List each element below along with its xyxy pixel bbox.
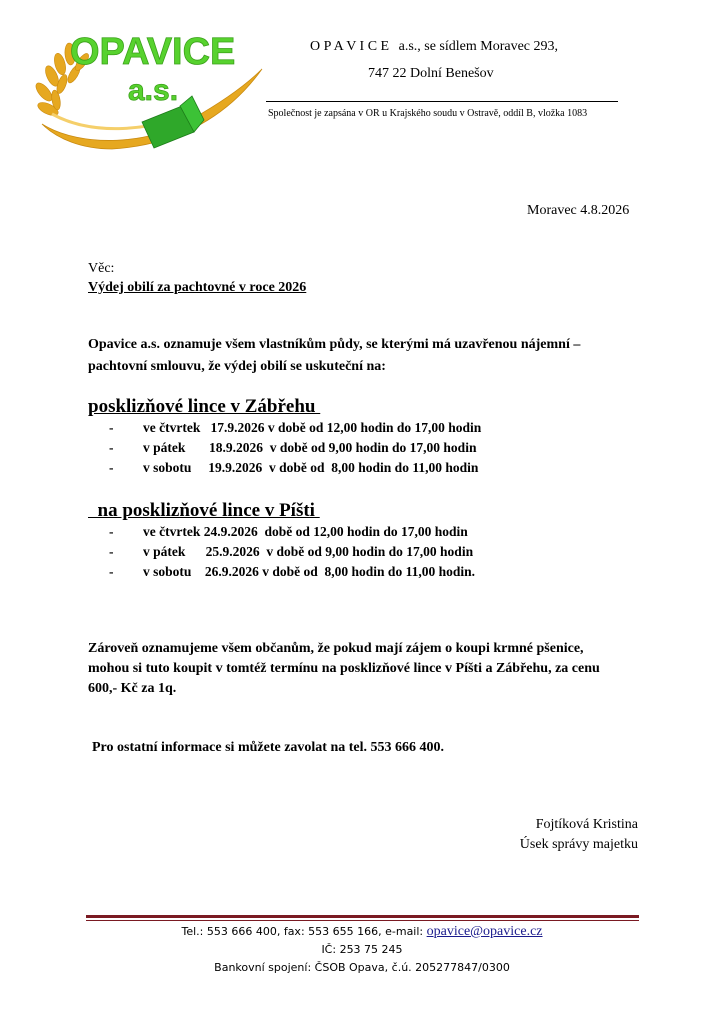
footer-contacts [0, 924, 724, 940]
notice-line2: mohou si tuto koupit v tomtéž termínu na posklizňové lince v Píšti a Zábřehu, za cenu [88, 661, 600, 676]
list-item-text: v pátek 18.9.2026 v době od 9,00 hodin do 17,00 hodin [143, 440, 477, 455]
section-title-piste: na posklizňové lince v Píšti [88, 500, 320, 521]
subject-title: Výdej obilí za pachtovné v roce 2026 [88, 280, 307, 295]
company-address: a.s., se sídlem Moravec 293, [398, 39, 559, 54]
list-item-text: ve čtvrtek 24.9.2026 době od 12,00 hodin do 17,00 hodin [143, 524, 468, 539]
footer-divider-thin [86, 920, 639, 921]
company-registration: Společnost je zapsána v OR u Krajského soudu v Ostravě, oddíl B, vložka 1083 [268, 108, 588, 119]
intro-line1: Opavice a.s. oznamuje všem vlastníkům půdy, se kterými má uzavřenou nájemní – [88, 337, 581, 352]
list-dash: - [109, 524, 114, 539]
company-address-line2: 747 22 Dolní Benešov [368, 66, 494, 81]
contact-line: Pro ostatní informace si můžete zavolat na tel. 553 666 400. [92, 740, 445, 755]
signature-department: Úsek správy majetku [519, 837, 638, 852]
list-item-text: v sobotu 26.9.2026 v době od 8,00 hodin do 11,00 hodin. [143, 564, 475, 579]
list-item [109, 522, 475, 542]
schedule-list-zabreh [109, 418, 481, 478]
schedule-list-piste [109, 522, 475, 582]
email-link[interactable]: opavice@opavice.cz [426, 924, 543, 939]
list-item [109, 542, 475, 562]
company-logo [22, 14, 272, 154]
list-dash: - [109, 440, 114, 455]
company-address-line1 [310, 39, 558, 55]
logo-text-opavice: OPAVICE [70, 31, 236, 73]
intro-line2: pachtovní smlouvu, že výdej obilí se uskuteční na: [88, 359, 386, 374]
footer-ico: IČ: 253 75 245 [321, 943, 403, 956]
notice-line3: 600,- Kč za 1q. [88, 681, 177, 696]
list-item [109, 418, 481, 438]
subject-label: Věc: [88, 261, 115, 276]
footer-contacts-text: Tel.: 553 666 400, fax: 553 655 166, e-mail: [181, 925, 427, 938]
letter-date: Moravec 4.8.2026 [527, 203, 630, 218]
footer-bank: Bankovní spojení: ČSOB Opava, č.ú. 205277847/0300 [214, 961, 510, 974]
logo-text-as: a.s. [128, 74, 179, 107]
header-divider [266, 101, 618, 102]
list-item [109, 458, 481, 478]
list-item-text: v sobotu 19.9.2026 v době od 8,00 hodin do 11,00 hodin [143, 460, 479, 475]
list-dash: - [109, 564, 114, 579]
company-name: O P A V I C E [310, 39, 390, 54]
footer-divider-thick [86, 915, 639, 918]
signature-name: Fojtíková Kristina [535, 817, 638, 832]
list-item [109, 438, 481, 458]
list-dash: - [109, 544, 114, 559]
list-item [109, 562, 475, 582]
list-item-text: ve čtvrtek 17.9.2026 v době od 12,00 hodin do 17,00 hodin [143, 420, 482, 435]
list-item-text: v pátek 25.9.2026 v době od 9,00 hodin do 17,00 hodin [143, 544, 474, 559]
list-dash: - [109, 420, 114, 435]
notice-line1: Zároveň oznamujeme všem občanům, že pokud mají zájem o koupi krmné pšenice, [88, 641, 584, 656]
list-dash: - [109, 460, 114, 475]
section-title-zabreh: posklizňové lince v Zábřehu [88, 396, 321, 417]
